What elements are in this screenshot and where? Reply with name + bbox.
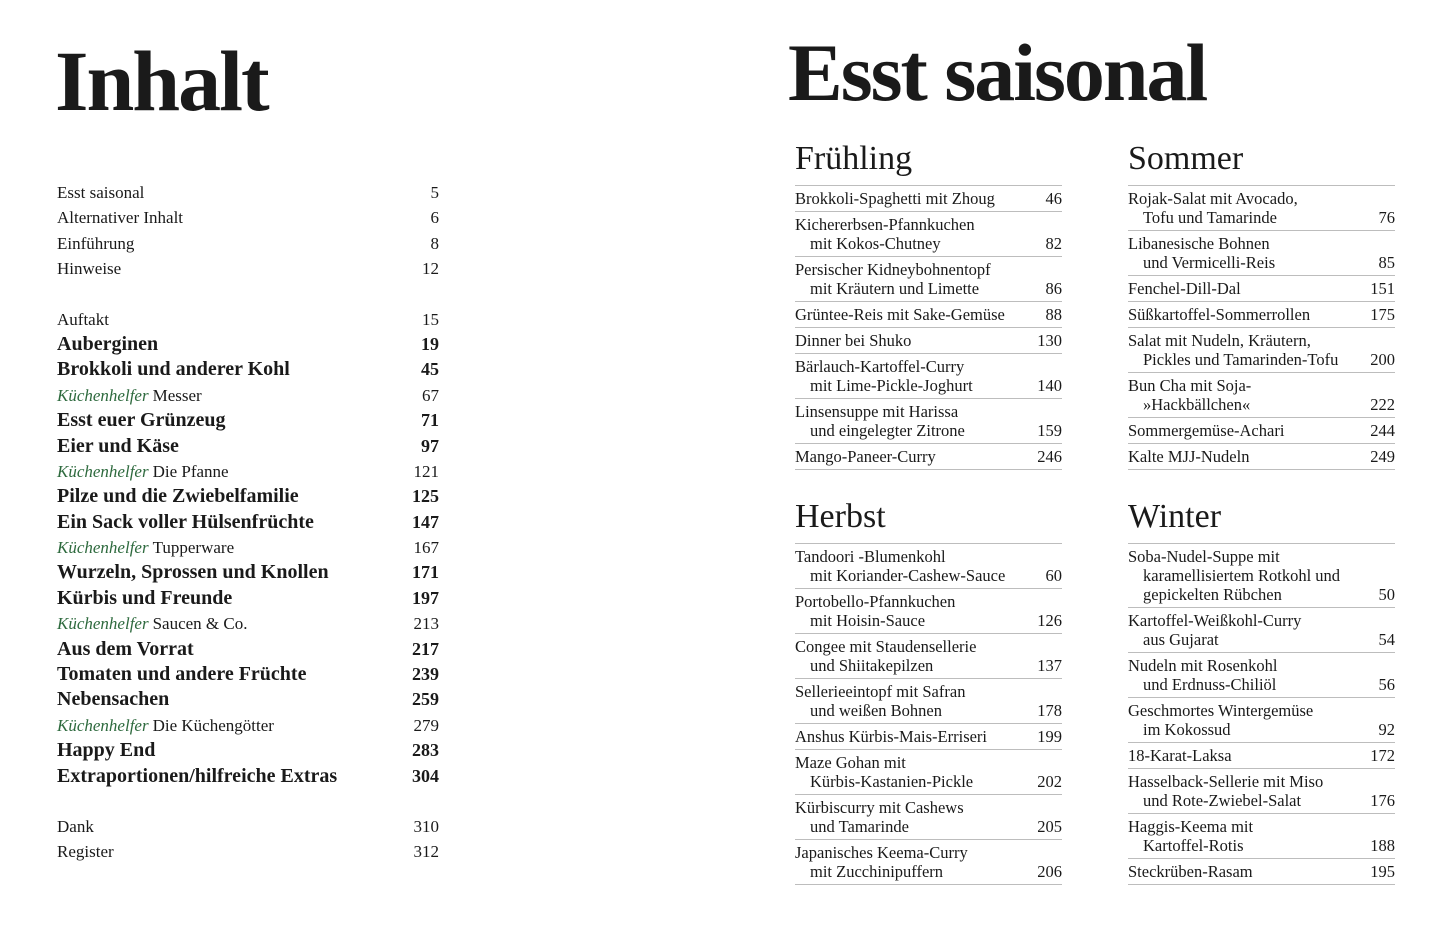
recipe-list bbox=[1128, 543, 1395, 885]
recipe-name-line: Kürbiscurry mit Cashews bbox=[795, 798, 964, 817]
recipe-entry[interactable] bbox=[795, 750, 1062, 795]
recipe-entry[interactable] bbox=[795, 212, 1062, 257]
recipe-entry[interactable] bbox=[1128, 743, 1395, 769]
recipe-entry[interactable] bbox=[795, 544, 1062, 589]
toc-entry-title: Auberginen bbox=[57, 332, 159, 355]
toc-entry[interactable] bbox=[57, 484, 439, 509]
recipe-name bbox=[795, 215, 1022, 253]
toc-entry-page: 12 bbox=[422, 259, 439, 279]
toc-entry-title: Dank bbox=[57, 816, 94, 836]
recipe-name bbox=[795, 447, 1022, 466]
recipe-page-number: 126 bbox=[1037, 611, 1062, 630]
toc-entry-title: Extraportionen/hilfreiche Extras bbox=[57, 764, 338, 787]
recipe-page-number: 140 bbox=[1037, 376, 1062, 395]
toc-entry[interactable] bbox=[57, 357, 439, 382]
toc-entry[interactable] bbox=[57, 535, 439, 560]
recipe-name-line: Kürbis-Kastanien-Pickle bbox=[810, 772, 974, 791]
toc-entry-label bbox=[57, 484, 299, 509]
toc-helper-prefix: Küchenhelfer bbox=[57, 538, 149, 558]
recipe-name-line: und Tamarinde bbox=[810, 817, 909, 836]
toc-entry-label bbox=[57, 510, 314, 535]
recipe-page-number: 130 bbox=[1037, 331, 1062, 350]
recipe-entry[interactable] bbox=[795, 589, 1062, 634]
toc-entry[interactable] bbox=[57, 738, 439, 763]
toc-entry-title: Tomaten und andere Früchte bbox=[57, 663, 307, 686]
recipe-entry[interactable] bbox=[795, 679, 1062, 724]
recipe-name-line: Anshus Kürbis-Mais-Erriseri bbox=[795, 727, 988, 746]
recipe-entry[interactable] bbox=[1128, 276, 1395, 302]
recipe-name bbox=[1128, 376, 1355, 414]
toc-entry[interactable] bbox=[57, 180, 439, 205]
toc-entry-page: 19 bbox=[421, 333, 439, 354]
toc-entry-label bbox=[57, 434, 179, 459]
recipe-page-number: 54 bbox=[1378, 630, 1395, 649]
recipe-page-number: 92 bbox=[1378, 720, 1395, 739]
toc-entry-page: 217 bbox=[412, 638, 439, 659]
toc-entry-title: Register bbox=[57, 842, 114, 862]
recipe-name bbox=[795, 727, 1022, 746]
recipe-page-number: 46 bbox=[1045, 189, 1062, 208]
recipe-name-line: Sellerieeintopf mit Safran bbox=[795, 682, 966, 701]
toc-entry-page: 312 bbox=[413, 842, 439, 862]
toc-entry[interactable] bbox=[57, 205, 439, 230]
toc-entry-page: 45 bbox=[421, 359, 439, 380]
recipe-name bbox=[1128, 234, 1355, 272]
recipe-name-line: Libanesische Bohnen bbox=[1128, 234, 1270, 253]
recipe-name-line: Congee mit Staudensellerie bbox=[795, 637, 977, 656]
recipe-page-number: 56 bbox=[1378, 675, 1395, 694]
toc-entry-title: Messer bbox=[152, 385, 202, 405]
toc-entry-title: Alternativer Inhalt bbox=[57, 208, 184, 228]
page-title-esst-saisonal: Esst saisonal bbox=[788, 27, 1207, 118]
toc-entry[interactable] bbox=[57, 231, 439, 256]
recipe-name-line: Geschmortes Wintergemüse bbox=[1128, 701, 1314, 720]
toc-entry-title: Die Pfanne bbox=[152, 461, 229, 481]
toc-entry[interactable] bbox=[57, 332, 439, 357]
toc-entry-title: Esst saisonal bbox=[57, 183, 145, 202]
recipe-name-line: Salat mit Nudeln, Kräutern, bbox=[1128, 331, 1311, 350]
toc-entry-page: 97 bbox=[421, 435, 439, 456]
toc-entry-label bbox=[57, 256, 121, 281]
recipe-name-line: Bun Cha mit Soja- bbox=[1128, 376, 1252, 395]
toc-entry-page: 121 bbox=[413, 461, 439, 481]
toc-entry-label bbox=[57, 357, 290, 382]
recipe-name-line: und weißen Bohnen bbox=[810, 701, 942, 720]
toc-entry-page: 279 bbox=[413, 715, 439, 735]
toc-entry[interactable] bbox=[57, 814, 439, 839]
toc-group bbox=[57, 180, 439, 282]
toc-group bbox=[57, 307, 439, 789]
recipe-name-line: Grüntee-Reis mit Sake-Gemüse bbox=[795, 305, 1005, 324]
toc-entry-title: Kürbis und Freunde bbox=[57, 586, 233, 609]
recipe-page-number: 85 bbox=[1378, 253, 1395, 272]
toc-entry-title: Eier und Käse bbox=[57, 434, 179, 457]
toc-entry-title: Einführung bbox=[57, 233, 135, 253]
recipe-name-line: Portobello-Pfannkuchen bbox=[795, 592, 956, 611]
recipe-name-line: Tofu und Tamarinde bbox=[1143, 208, 1277, 227]
recipe-entry[interactable] bbox=[1128, 418, 1395, 444]
toc-helper-prefix: Küchenhelfer bbox=[57, 461, 149, 481]
toc-entry[interactable] bbox=[57, 764, 439, 789]
season-section bbox=[795, 142, 1062, 470]
recipe-name-line: und Erdnuss-Chiliöl bbox=[1143, 675, 1277, 694]
toc-entry-label bbox=[57, 307, 109, 332]
recipe-name-line: karamellisiertem Rotkohl und bbox=[1143, 566, 1341, 585]
recipe-page-number: 222 bbox=[1370, 395, 1395, 414]
recipe-name-line: im Kokossud bbox=[1143, 720, 1231, 739]
toc-entry-label bbox=[57, 332, 158, 357]
recipe-name-line: und eingelegter Zitrone bbox=[810, 421, 965, 440]
recipe-name bbox=[795, 402, 1022, 440]
recipe-name bbox=[795, 798, 1022, 836]
recipe-entry[interactable] bbox=[1128, 328, 1395, 373]
recipe-page-number: 76 bbox=[1378, 208, 1395, 227]
toc-helper-prefix: Küchenhelfer bbox=[57, 715, 149, 735]
toc-entry-page: 197 bbox=[412, 587, 439, 608]
recipe-name-line: Pickles und Tamarinden-Tofu bbox=[1143, 350, 1339, 369]
recipe-name bbox=[1128, 772, 1355, 810]
recipe-name-line: Hasselback-Sellerie mit Miso bbox=[1128, 772, 1324, 791]
recipe-name bbox=[795, 305, 1022, 324]
toc-entry-page: 8 bbox=[430, 233, 439, 253]
toc-entry-title: Ein Sack voller Hülsenfrüchte bbox=[57, 510, 314, 533]
recipe-name bbox=[1128, 279, 1355, 298]
recipe-name-line: Linsensuppe mit Harissa bbox=[795, 402, 959, 421]
recipe-name-line: Süßkartoffel-Sommerrollen bbox=[1128, 305, 1311, 324]
recipe-name bbox=[1128, 331, 1355, 369]
recipe-page-number: 82 bbox=[1045, 234, 1062, 253]
toc-entry-page: 15 bbox=[422, 309, 439, 329]
recipe-name-line: mit Zucchinipuffern bbox=[810, 862, 944, 881]
recipe-name bbox=[795, 357, 1022, 395]
toc-helper-prefix: Küchenhelfer bbox=[57, 614, 149, 634]
season-section bbox=[795, 500, 1062, 885]
recipe-name-line: Soba-Nudel-Suppe mit bbox=[1128, 547, 1280, 566]
toc-entry-page: 147 bbox=[412, 511, 439, 532]
toc-entry[interactable] bbox=[57, 459, 439, 484]
recipe-name bbox=[1128, 701, 1355, 739]
recipe-name bbox=[795, 592, 1022, 630]
recipe-page-number: 206 bbox=[1037, 862, 1062, 881]
recipe-entry[interactable] bbox=[1128, 231, 1395, 276]
recipe-name bbox=[1128, 862, 1355, 881]
recipe-entry[interactable] bbox=[795, 328, 1062, 354]
toc-entry[interactable] bbox=[57, 839, 439, 864]
recipe-name-line: mit Kräutern und Limette bbox=[810, 279, 980, 298]
recipe-name-line: Brokkoli-Spaghetti mit Zhoug bbox=[795, 189, 995, 208]
recipe-page-number: 244 bbox=[1370, 421, 1395, 440]
recipe-name-line: gepickelten Rübchen bbox=[1143, 585, 1282, 604]
toc-entry-label bbox=[57, 231, 134, 256]
recipe-name-line: Sommergemüse-Achari bbox=[1128, 421, 1285, 440]
toc-entry-page: 171 bbox=[412, 562, 439, 583]
recipe-list bbox=[795, 185, 1062, 470]
recipe-page-number: 159 bbox=[1037, 421, 1062, 440]
toc-entry[interactable] bbox=[57, 662, 439, 687]
recipe-name-line: Bärlauch-Kartoffel-Curry bbox=[795, 357, 965, 376]
recipe-list bbox=[795, 543, 1062, 885]
toc-entry-page: 167 bbox=[413, 538, 439, 558]
toc-entry-label bbox=[57, 687, 169, 712]
toc-entry-label bbox=[57, 459, 229, 484]
season-heading: Herbst bbox=[795, 498, 886, 535]
recipe-name-line: mit Koriander-Cashew-Sauce bbox=[810, 566, 1006, 585]
toc-entry-label bbox=[57, 662, 306, 687]
recipe-name bbox=[1128, 656, 1355, 694]
recipe-entry[interactable] bbox=[1128, 653, 1395, 698]
recipe-name-line: mit Lime-Pickle-Joghurt bbox=[810, 376, 973, 395]
toc-entry-label bbox=[57, 839, 114, 864]
recipe-name bbox=[1128, 447, 1355, 466]
toc-helper-prefix: Küchenhelfer bbox=[57, 385, 149, 405]
recipe-page-number: 86 bbox=[1045, 279, 1062, 298]
toc-entry-label bbox=[57, 738, 155, 763]
recipe-name-line: Maze Gohan mit bbox=[795, 753, 906, 772]
toc-entry[interactable] bbox=[57, 611, 439, 636]
recipe-page-number: 200 bbox=[1370, 350, 1395, 369]
toc-entry-title: Saucen & Co. bbox=[152, 614, 248, 634]
season-section bbox=[1128, 500, 1395, 885]
toc-entry-page: 67 bbox=[422, 385, 439, 405]
recipe-name bbox=[1128, 189, 1355, 227]
toc-entry-page: 310 bbox=[413, 816, 439, 836]
season-heading: Winter bbox=[1128, 498, 1222, 535]
recipe-name-line: Kartoffel-Rotis bbox=[1143, 836, 1244, 855]
recipe-name-line: Rojak-Salat mit Avocado, bbox=[1128, 189, 1298, 208]
recipe-name bbox=[795, 547, 1022, 585]
recipe-page-number: 246 bbox=[1037, 447, 1062, 466]
toc-entry-title: Brokkoli und anderer Kohl bbox=[57, 358, 290, 381]
recipe-name bbox=[1128, 611, 1355, 649]
toc-entry[interactable] bbox=[57, 713, 439, 738]
toc-entry[interactable] bbox=[57, 560, 439, 585]
toc-entry-label bbox=[57, 764, 337, 789]
recipe-name-line: Mango-Paneer-Curry bbox=[795, 447, 936, 466]
toc-entry[interactable] bbox=[57, 256, 439, 281]
toc-entry-title: Happy End bbox=[57, 739, 156, 762]
toc-entry[interactable] bbox=[57, 383, 439, 408]
recipe-name bbox=[1128, 547, 1355, 604]
season-section bbox=[1128, 142, 1395, 470]
toc-entry-page: 213 bbox=[413, 614, 439, 634]
toc-entry-title: Nebensachen bbox=[57, 688, 170, 711]
toc-entry-page: 304 bbox=[412, 765, 439, 786]
recipe-name-line: Dinner bei Shuko bbox=[795, 331, 912, 350]
recipe-page-number: 188 bbox=[1370, 836, 1395, 855]
season-heading: Frühling bbox=[795, 140, 913, 177]
toc-entry-page: 71 bbox=[421, 410, 439, 431]
recipe-name-line: Steckrüben-Rasam bbox=[1128, 862, 1253, 881]
recipe-entry[interactable] bbox=[795, 634, 1062, 679]
recipe-name-line: Kalte MJJ-Nudeln bbox=[1128, 447, 1250, 466]
recipe-page-number: 50 bbox=[1378, 585, 1395, 604]
toc-entry-title: Aus dem Vorrat bbox=[57, 637, 194, 660]
toc-entry-label bbox=[57, 535, 234, 560]
toc-entry[interactable] bbox=[57, 408, 439, 433]
recipe-name-line: und Vermicelli-Reis bbox=[1143, 253, 1276, 272]
recipe-name bbox=[795, 843, 1022, 881]
recipe-name-line: und Shiitakepilzen bbox=[810, 656, 934, 675]
recipe-entry[interactable] bbox=[1128, 814, 1395, 859]
recipe-name-line: Nudeln mit Rosenkohl bbox=[1128, 656, 1278, 675]
recipe-name-line: Haggis-Keema mit bbox=[1128, 817, 1254, 836]
recipe-entry[interactable] bbox=[1128, 302, 1395, 328]
recipe-name-line: mit Hoisin-Sauce bbox=[810, 611, 926, 630]
toc-entry[interactable] bbox=[57, 586, 439, 611]
recipe-page-number: 151 bbox=[1370, 279, 1395, 298]
recipe-name-line: Persischer Kidneybohnentopf bbox=[795, 260, 991, 279]
toc-entry-page: 6 bbox=[430, 208, 439, 228]
toc-entry-page: 239 bbox=[412, 664, 439, 685]
recipe-entry[interactable] bbox=[795, 186, 1062, 212]
recipe-entry[interactable] bbox=[1128, 373, 1395, 418]
recipe-page-number: 137 bbox=[1037, 656, 1062, 675]
recipe-name bbox=[1128, 421, 1355, 440]
recipe-name-line: 18-Karat-Laksa bbox=[1128, 746, 1232, 765]
toc-entry-title: Pilze und die Zwiebelfamilie bbox=[57, 485, 299, 508]
recipe-name-line: Kartoffel-Weißkohl-Curry bbox=[1128, 611, 1302, 630]
toc-entry-label bbox=[57, 205, 183, 230]
toc-entry-title: Die Küchengötter bbox=[152, 715, 274, 735]
recipe-entry[interactable] bbox=[1128, 608, 1395, 653]
recipe-page-number: 205 bbox=[1037, 817, 1062, 836]
toc-entry-page: 5 bbox=[430, 183, 439, 202]
recipe-entry[interactable] bbox=[1128, 444, 1395, 470]
toc-entry-page: 125 bbox=[412, 486, 439, 507]
recipe-entry[interactable] bbox=[795, 399, 1062, 444]
recipe-entry[interactable] bbox=[795, 302, 1062, 328]
recipe-entry[interactable] bbox=[1128, 698, 1395, 743]
toc-group bbox=[57, 814, 439, 865]
recipe-entry[interactable] bbox=[795, 724, 1062, 750]
recipe-page-number: 202 bbox=[1037, 772, 1062, 791]
recipe-page-number: 88 bbox=[1045, 305, 1062, 324]
toc-entry-label bbox=[57, 611, 248, 636]
recipe-name-line: Kichererbsen-Pfannkuchen bbox=[795, 215, 975, 234]
recipe-entry[interactable] bbox=[1128, 769, 1395, 814]
recipe-name-line: Tandoori -Blumenkohl bbox=[795, 547, 946, 566]
recipe-page-number: 172 bbox=[1370, 746, 1395, 765]
recipe-entry[interactable] bbox=[795, 795, 1062, 840]
season-heading: Sommer bbox=[1128, 140, 1244, 177]
recipe-name bbox=[1128, 746, 1355, 765]
toc-entry[interactable] bbox=[57, 434, 439, 459]
recipe-name bbox=[795, 682, 1022, 720]
toc-entry-label bbox=[57, 383, 202, 408]
recipe-page-number: 249 bbox=[1370, 447, 1395, 466]
toc-entry-title: Esst euer Grünzeug bbox=[57, 409, 226, 432]
table-of-contents bbox=[57, 180, 439, 890]
toc-entry-page: 259 bbox=[412, 689, 439, 710]
recipe-name bbox=[795, 331, 1022, 350]
recipe-entry[interactable] bbox=[795, 257, 1062, 302]
toc-entry-title: Hinweise bbox=[57, 259, 122, 279]
recipe-entry[interactable] bbox=[1128, 544, 1395, 608]
recipe-name bbox=[795, 260, 1022, 298]
toc-entry-label bbox=[57, 180, 144, 205]
recipe-name bbox=[795, 637, 1022, 675]
recipe-name-line: »Hackbällchen« bbox=[1143, 395, 1251, 414]
page-title-inhalt: Inhalt bbox=[55, 33, 268, 129]
toc-entry[interactable] bbox=[57, 510, 439, 535]
toc-entry-label bbox=[57, 560, 329, 585]
recipe-name-line: Japanisches Keema-Curry bbox=[795, 843, 968, 862]
toc-entry[interactable] bbox=[57, 687, 439, 712]
toc-entry-title: Wurzeln, Sprossen und Knollen bbox=[57, 561, 329, 584]
recipe-entry[interactable] bbox=[795, 354, 1062, 399]
toc-entry-label bbox=[57, 713, 274, 738]
recipe-entry[interactable] bbox=[1128, 186, 1395, 231]
recipe-list bbox=[1128, 185, 1395, 470]
recipe-name bbox=[1128, 817, 1355, 855]
toc-entry-label bbox=[57, 814, 94, 839]
toc-entry[interactable] bbox=[57, 307, 439, 332]
recipe-name-line: mit Kokos-Chutney bbox=[810, 234, 941, 253]
recipe-name-line: und Rote-Zwiebel-Salat bbox=[1143, 791, 1302, 810]
recipe-entry[interactable] bbox=[1128, 859, 1395, 885]
toc-entry-label bbox=[57, 408, 226, 433]
toc-entry-title: Tupperware bbox=[152, 538, 235, 558]
toc-entry[interactable] bbox=[57, 637, 439, 662]
recipe-page-number: 195 bbox=[1370, 862, 1395, 881]
recipe-name-line: Fenchel-Dill-Dal bbox=[1128, 279, 1241, 298]
recipe-name bbox=[1128, 305, 1355, 324]
recipe-page-number: 178 bbox=[1037, 701, 1062, 720]
recipe-page-number: 176 bbox=[1370, 791, 1395, 810]
recipe-name bbox=[795, 753, 1022, 791]
recipe-page-number: 175 bbox=[1370, 305, 1395, 324]
toc-entry-title: Auftakt bbox=[57, 309, 109, 329]
toc-entry-page: 283 bbox=[412, 740, 439, 761]
toc-entry-label bbox=[57, 586, 232, 611]
recipe-name bbox=[795, 189, 1022, 208]
recipe-name-line: aus Gujarat bbox=[1143, 630, 1219, 649]
recipe-page-number: 60 bbox=[1045, 566, 1062, 585]
recipe-entry[interactable] bbox=[795, 840, 1062, 885]
recipe-page-number: 199 bbox=[1037, 727, 1062, 746]
recipe-entry[interactable] bbox=[795, 444, 1062, 470]
toc-entry-label bbox=[57, 637, 194, 662]
